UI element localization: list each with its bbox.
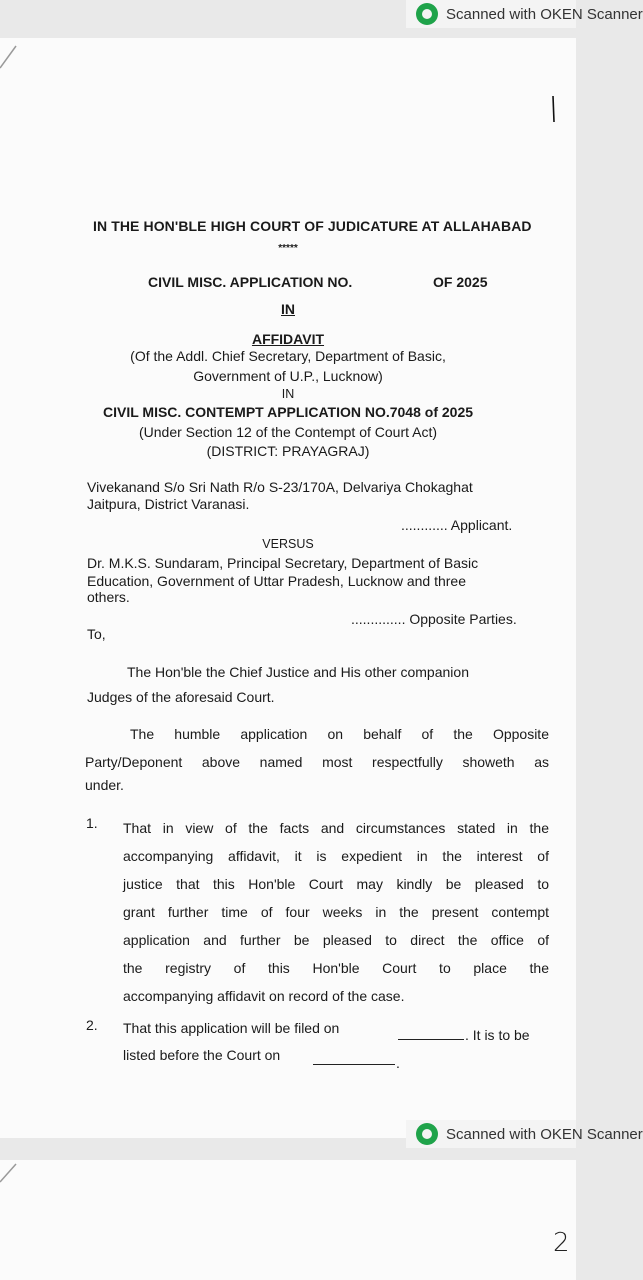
paragraph-2-number: 2. <box>86 1017 98 1033</box>
document-page-1 <box>0 38 576 1138</box>
versus-label: VERSUS <box>262 537 314 551</box>
scanner-label: Scanned with OKEN Scanner <box>446 5 643 23</box>
application-number-label: CIVIL MISC. APPLICATION NO. <box>148 274 353 290</box>
section-reference: (Under Section 12 of the Contempt of Court Act) <box>138 424 438 440</box>
contempt-application-title: CIVIL MISC. CONTEMPT APPLICATION NO.7048 of 2025 <box>102 404 474 420</box>
paragraph-1-line: That in view of the facts and circumstances stated in the <box>123 820 549 836</box>
corner-fold-mark <box>0 1160 30 1190</box>
deponent-line-1: (Of the Addl. Chief Secretary, Department of Basic, <box>130 348 446 364</box>
opposite-party-line-2: Education, Government of Uttar Pradesh, Lucknow and three <box>87 573 466 589</box>
humble-line-1: The humble application on behalf of the Opposite <box>130 726 549 742</box>
application-year: OF 2025 <box>433 274 488 290</box>
opposite-party-line-1: Dr. M.K.S. Sundaram, Principal Secretary, Department of Basic <box>87 555 479 571</box>
document-page-2 <box>0 1160 576 1280</box>
scanner-logo-icon <box>416 3 438 25</box>
scanner-logo-icon <box>416 1123 438 1145</box>
scanner-banner-bottom <box>406 1120 643 1148</box>
paragraph-2-line-2: listed before the Court on <box>123 1047 281 1063</box>
district-reference: (DISTRICT: PRAYAGRAJ) <box>206 443 370 459</box>
applicant-line-1: Vivekanand S/o Sri Nath R/o S-23/170A, Delvariya Chokaghat <box>87 479 473 495</box>
affidavit-heading: AFFIDAVIT <box>251 331 325 347</box>
filing-date-blank <box>398 1039 464 1040</box>
listing-date-blank <box>313 1064 395 1065</box>
deponent-line-2: Government of U.P., Lucknow) <box>193 368 383 384</box>
page-number-mark <box>548 94 558 126</box>
paragraph-2-text-b: . It is to be <box>465 1027 530 1043</box>
scanner-banner-top <box>406 0 643 28</box>
corner-fold-mark <box>0 38 30 78</box>
to-salutation: To, <box>87 626 106 642</box>
paragraph-1-line: accompanying affidavit on record of the case. <box>123 988 405 1004</box>
paragraph-2-line-2-end: . <box>396 1055 400 1071</box>
stars-divider: ***** <box>278 243 298 254</box>
paragraph-1-number: 1. <box>86 815 98 831</box>
paragraph-1-line: application and further be pleased to direct the office of <box>123 932 549 948</box>
humble-line-3: under. <box>85 777 124 793</box>
in-heading-1: IN <box>281 301 295 317</box>
address-line-1: The Hon'ble the Chief Justice and His other companion <box>127 664 469 680</box>
paragraph-1-line: the registry of this Hon'ble Court to place the <box>123 960 549 976</box>
in-heading-2: IN <box>281 387 295 401</box>
paragraph-2-text-a: That this application will be filed on <box>123 1020 340 1036</box>
applicant-line-2: Jaitpura, District Varanasi. <box>87 496 250 512</box>
scanner-label: Scanned with OKEN Scanner <box>446 1125 643 1143</box>
address-line-2: Judges of the aforesaid Court. <box>87 689 275 705</box>
paragraph-1-line: grant further time of four weeks in the present contempt <box>123 904 549 920</box>
page-number-2: 2 <box>553 1228 570 1258</box>
humble-line-2: Party/Deponent above named most respectfully showeth as <box>85 754 549 770</box>
opposite-parties-label: .............. Opposite Parties. <box>351 611 517 627</box>
paragraph-1-line: accompanying affidavit, it is expedient in the interest of <box>123 848 549 864</box>
opposite-party-line-3: others. <box>87 589 130 605</box>
applicant-label: ............ Applicant. <box>401 517 513 533</box>
court-title: IN THE HON'BLE HIGH COURT OF JUDICATURE AT ALLAHABAD <box>93 218 532 234</box>
paragraph-1-line: justice that this Hon'ble Court may kindly be pleased to <box>123 876 549 892</box>
